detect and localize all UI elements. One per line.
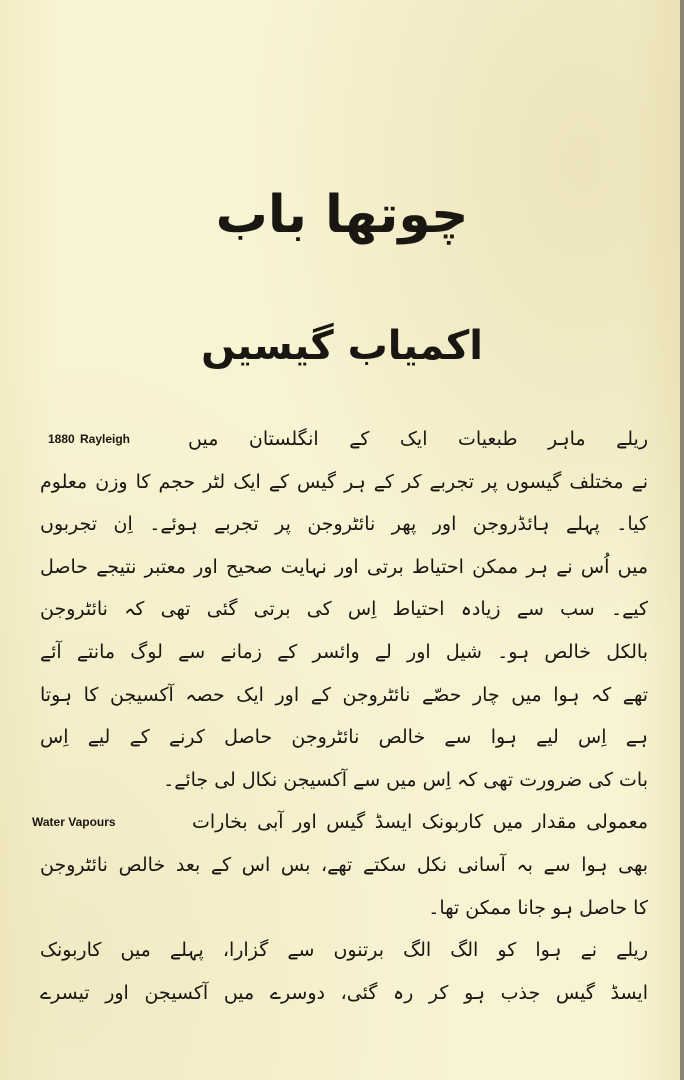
text-line-content: ریلے نے ہوا کو الگ الگ برتنوں سے گزارا، پہلے میں کاربونک [40,939,648,962]
text-line-4 [40,546,648,589]
text-line-1 [40,418,648,461]
margin-note-water-vapours: Water Vapours [32,815,116,830]
text-line-2 [40,461,648,504]
text-line-content: تھے کہ ہوا میں چار حصّے نائٹروجن کے اور ایک حصہ آکسیجن کا ہوتا [40,683,648,706]
text-line-3 [40,503,648,546]
text-line-content: ریلے ماہر طبعیات ایک کے انگلستان میں [188,428,648,450]
body-text [32,418,648,1014]
text-line-5 [40,588,648,631]
text-line-10 [32,801,648,844]
text-line-6 [40,631,648,674]
text-line-content: ایسڈ گیس جذب ہو کر رہ گئی، دوسرے میں آکسیجن اور تیسرے [40,981,648,1004]
text-line-content: ہے اِس لیے ہوا سے خالص نائٹروجن حاصل کرنے کے لیے اِس [40,726,648,749]
text-line-content: بات کی ضرورت تھی کہ اِس میں سے آکسیجن نکال لی جائے۔ [163,768,648,791]
text-line-content: نے مختلف گیسوں پر تجربے کر کے ہر گیس کے ایک لٹر حجم کا وزن معلوم [40,470,648,493]
text-line-7 [40,674,648,717]
text-line-12 [40,887,648,930]
text-line-14 [40,972,648,1015]
margin-note-year: 1880 [48,432,75,446]
text-line-content: کا حاصل ہو جانا ممکن تھا۔ [428,896,648,919]
text-line-content: معمولی مقدار میں کاربونک ایسڈ گیس اور آبی بخارات [192,811,648,834]
text-line-content: کیے۔ سب سے زیادہ احتیاط اِس کی برتی گئی تھی کہ نائٹروجن [40,598,648,621]
text-line-9 [40,759,648,802]
margin-note-rayleigh: Rayleigh [80,432,131,446]
text-line-11 [40,844,648,887]
book-spine-edge [680,0,684,1080]
section-title: اکمیاب گیسیں [201,323,483,369]
text-line-content: بالکل خالص ہو۔ شیل اور لے وائسر کے زمانے سے لوگ مانتے آئے [40,640,648,663]
chapter-title: چوتھا باب [215,185,469,245]
text-line-content: بھی ہوا سے بہ آسانی نکل سکتے تھے، بس اس کے بعد خالص نائٹروجن [40,853,648,876]
text-line-8 [40,716,648,759]
text-line-content: میں اُس نے ہر ممکن احتیاط برتی اور نہایت صحیح اور معتبر نتیجے حاصل [40,555,648,578]
text-line-13 [40,929,648,972]
text-line-content: کیا۔ پہلے ہائڈروجن اور پھر نائٹروجن پر تجربے ہوئے۔ اِن تجربوں [40,513,648,536]
